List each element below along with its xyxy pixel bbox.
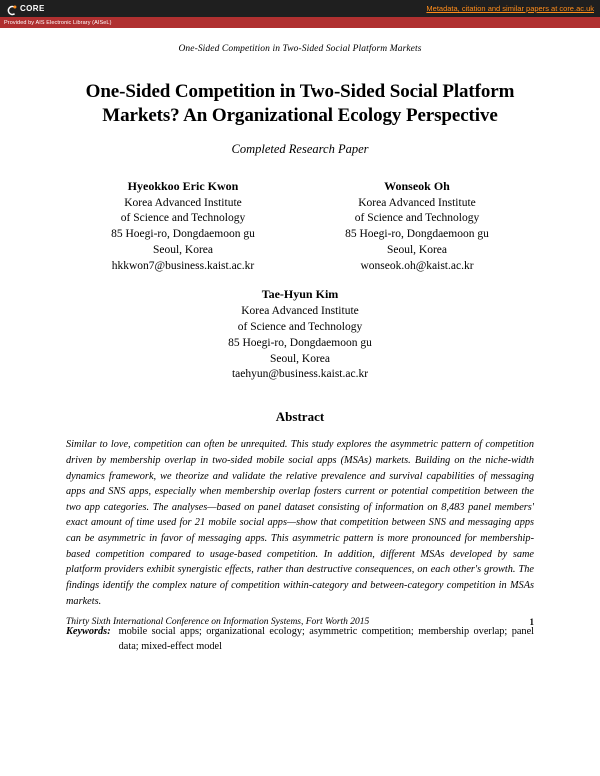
footer-page-number: 1 (529, 617, 534, 628)
paper-page (0, 44, 600, 655)
author-address-line: Seoul, Korea (386, 244, 448, 257)
keywords-label: Keywords: (66, 626, 111, 638)
running-head: One-Sided Competition in Two-Sided Social Platform Markets (178, 44, 422, 54)
core-logo-text: CORE (20, 4, 45, 13)
author-address-line: Seoul, Korea (152, 244, 214, 257)
author-email: taehyun@business.kaist.ac.kr (231, 368, 369, 381)
page-footer (66, 617, 534, 627)
author-affiliation-line: Korea Advanced Institute (124, 196, 242, 209)
author-address-line: 85 Hoegi-ro, Dongdaemoon gu (228, 336, 372, 349)
author-email: wonseok.oh@kaist.ac.kr (360, 260, 474, 273)
authors-row (66, 179, 534, 275)
author-affiliation-line: of Science and Technology (120, 212, 246, 225)
author-block (300, 179, 534, 275)
core-metadata-link[interactable]: Metadata, citation and similar papers at core.ac.uk (426, 4, 594, 13)
core-logo-icon (6, 3, 17, 14)
author-affiliation-line: of Science and Technology (237, 320, 363, 333)
page-title: One-Sided Competition in Two-Sided Social Platform Markets? An Organizational Ecology Perspective (85, 81, 515, 127)
author-block (66, 287, 534, 383)
core-top-bar (0, 0, 600, 17)
keywords-text: mobile social apps; organizational ecology; asymmetric competition; membership overlap; panel data; mixed-effect model (118, 626, 534, 653)
author-address-line: Seoul, Korea (269, 352, 331, 365)
author-affiliation-line: Korea Advanced Institute (358, 196, 476, 209)
author-block (66, 179, 300, 275)
footer-conference: Thirty Sixth International Conference on Information Systems, Fort Worth 2015 (66, 617, 370, 628)
author-address-line: 85 Hoegi-ro, Dongdaemoon gu (111, 228, 255, 241)
abstract-heading: Abstract (275, 409, 325, 425)
abstract-body: Similar to love, competition can often be unrequited. This study explores the asymmetric pattern of competition driven by membership overlap in two-sided mobile social apps (MSAs) markets. Building on the niche-width dynamics framework, we theorize and validate the relative prevalence and survival capabilities of messaging apps and SNS apps, especially when membership overlap fosters current or potential competition between the two app categories. The analyses—based on panel dataset consisting of information on 8,483 panel members' exact amount of time used for 21 mobile social apps—show that competition between SNS and messaging apps can be asymmetric in favor of messaging apps. This asymmetric pattern is more pronounced for membership-based competition compared to usage-based competition. In addition, different MSAs developed by same platform providers exhibit synergistic effects, rather than destructive consequences, on each other's growth. The findings identify the complex nature of competition within-category and between-category competition in MSAs markets. (66, 439, 534, 607)
provider-bar (0, 17, 600, 28)
author-name: Wonseok Oh (384, 178, 450, 193)
provider-text: Provided by AIS Electronic Library (AISeL) (4, 19, 112, 26)
author-email: hkkwon7@business.kaist.ac.kr (111, 260, 255, 273)
keywords (66, 625, 534, 655)
author-affiliation-line: Korea Advanced Institute (241, 304, 359, 317)
author-affiliation-line: of Science and Technology (354, 212, 480, 225)
author-address-line: 85 Hoegi-ro, Dongdaemoon gu (345, 228, 489, 241)
paper-subtitle: Completed Research Paper (231, 141, 369, 156)
author-name: Hyeokkoo Eric Kwon (127, 178, 239, 193)
core-logo (6, 3, 45, 14)
author-name: Tae-Hyun Kim (261, 286, 339, 301)
